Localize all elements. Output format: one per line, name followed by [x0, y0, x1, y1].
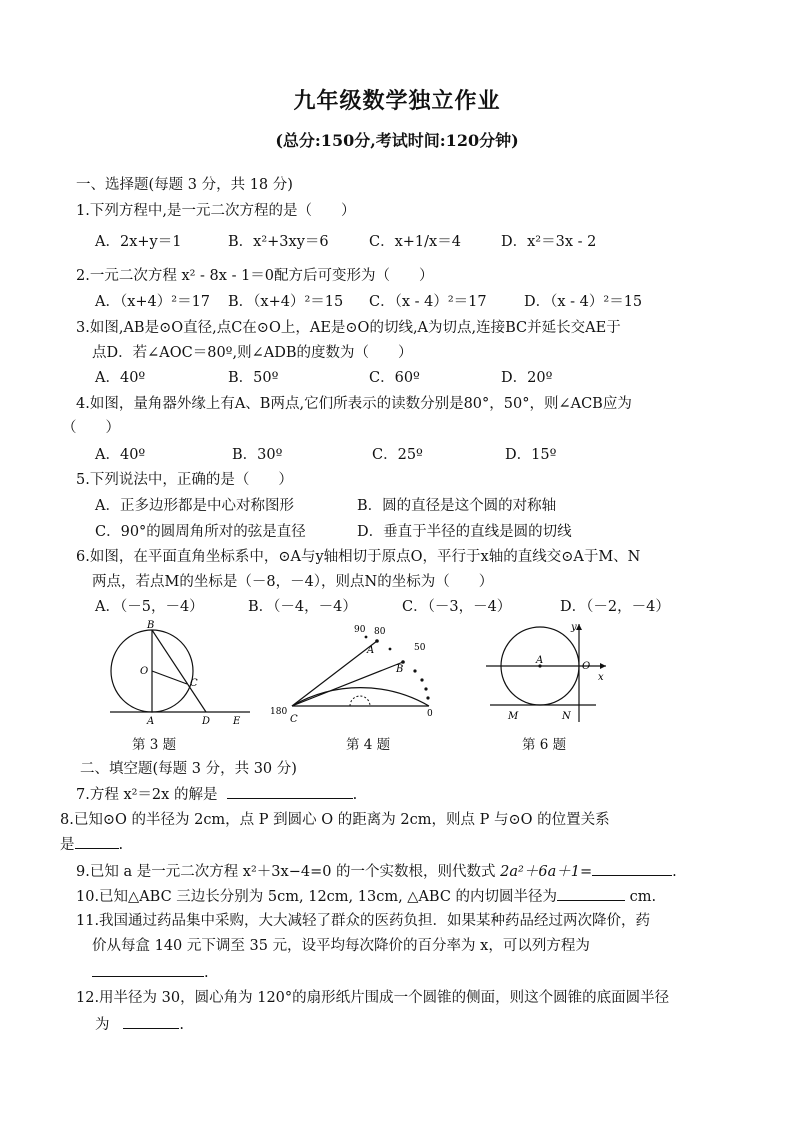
q8-period: . — [118, 837, 124, 853]
fig3-label-b: B — [147, 620, 155, 631]
q3-option-c: C．60º — [369, 370, 420, 386]
q7-period: . — [352, 787, 358, 803]
q12-answer-blank[interactable] — [123, 1014, 179, 1029]
page-subtitle: (总分:150分,考试时间:120分钟) — [275, 131, 519, 150]
page-title: 九年级数学独立作业 — [293, 88, 501, 114]
q3-option-d: D．20º — [501, 370, 553, 386]
q12-line1: 12.用半径为 30，圆心角为 120°的扇形纸片围成一个圆锥的侧面，则这个圆锥的底面圆半径 — [76, 990, 670, 1006]
q2-option-d: D．（x - 4）²＝15 — [524, 294, 643, 310]
q9-period: . — [672, 864, 677, 880]
fig3-label-c: C — [190, 678, 198, 689]
fig4-label-80: 80 — [374, 627, 386, 637]
section2-heading: 二、填空题(每题 3 分，共 30 分) — [80, 761, 297, 777]
q2-option-c: C．（x - 4）²＝17 — [369, 294, 487, 310]
q7-answer-blank[interactable] — [227, 784, 353, 799]
q9-expression: 2a²＋6a＋1= — [500, 864, 593, 880]
q6-stem-line2: 两点，若点M的坐标是（－8，－4），则点N的坐标为（ ） — [92, 574, 494, 590]
fig4-tick-dot — [424, 687, 427, 690]
fig4-tick-dot — [413, 669, 416, 672]
fig3-label-d: D — [202, 716, 211, 727]
q12-text-b: 为 — [95, 1017, 110, 1033]
q5-stem: 5.下列说法中，正确的是（ ） — [76, 472, 293, 488]
q10-line — [76, 886, 656, 907]
q12-period: . — [179, 1017, 184, 1033]
fig4-tick-dot — [426, 696, 429, 699]
q9-answer-blank[interactable] — [592, 861, 672, 876]
q3-option-b: B．50º — [228, 370, 279, 386]
figure-6-coordinate-diagram — [482, 618, 612, 728]
fig4-label-180: 180 — [270, 707, 288, 717]
fig6-label-o: O — [582, 661, 591, 672]
fig4-line-cb — [292, 662, 403, 706]
q6-option-b: B．（－4，－4） — [248, 599, 357, 615]
q4-option-d: D．15º — [505, 447, 557, 463]
q10-answer-blank[interactable] — [557, 886, 625, 901]
q11-line2: 价从每盒 140 元下调至 35 元，设平均每次降价的百分率为 x，可以列方程为 — [92, 938, 590, 954]
fig3-label-o: O — [140, 666, 149, 677]
fig3-label-a: A — [147, 716, 155, 727]
fig4-center-mark — [350, 696, 370, 706]
q2-stem: 2.一元二次方程 x² - 8x - 1＝0配方后可变形为（ ） — [76, 268, 434, 284]
q11-line3 — [92, 962, 209, 983]
q8-text-b: 是 — [60, 837, 75, 853]
q10-text-a: 10.已知△ABC 三边长分别为 5cm, 12cm, 13cm, △ABC 的内切圆半径为 — [76, 889, 558, 905]
q1-stem: 1.下列方程中,是一元二次方程的是（ ） — [76, 203, 356, 219]
fig6-label-n: N — [562, 711, 571, 722]
fig6-label-a: A — [536, 655, 544, 666]
q6-option-c: C．（－3，－4） — [402, 599, 512, 615]
q9-text-a: 9.已知 a 是一元二次方程 x²＋3x−4=0 的一个实数根，则代数式 — [76, 864, 496, 880]
q8-answer-blank[interactable] — [75, 834, 119, 849]
q3-stem-line1: 3.如图,AB是⊙O直径,点C在⊙O上，AE是⊙O的切线,A为切点,连接BC并延长交AE于 — [76, 320, 621, 336]
q1-option-c: C．x+1/x＝4 — [369, 234, 461, 250]
q4-option-a: A．40º — [95, 447, 146, 463]
figure-4-protractor — [266, 620, 446, 728]
q8-line2 — [60, 834, 123, 855]
q1-option-b: B．x²+3xy＝6 — [228, 234, 329, 250]
q2-option-a: A．（x+4）²＝17 — [95, 294, 211, 310]
q5-option-b: B．圆的直径是这个圆的对称轴 — [357, 498, 557, 514]
fig6-y-arrow — [576, 624, 582, 630]
figure-4-caption: 第 4 题 — [346, 737, 391, 753]
q11-period: . — [204, 965, 209, 981]
fig6-label-y: y — [571, 622, 577, 633]
q4-option-c: C．25º — [372, 447, 423, 463]
q4-stem-line1: 4.如图，量角器外缘上有A、B两点,它们所表示的读数分别是80°，50°，则∠ACB应为 — [76, 396, 632, 412]
q1-option-a: A．2x+y＝1 — [95, 234, 182, 250]
figure-3-diagram — [100, 618, 260, 728]
fig4-tick-dot — [365, 636, 368, 639]
fig3-label-e: E — [233, 716, 241, 727]
fig3-line-bd — [152, 630, 206, 712]
fig6-label-x: x — [598, 672, 604, 683]
fig6-label-m: M — [508, 711, 519, 722]
q6-option-a: A．（－5，－4） — [95, 599, 204, 615]
fig4-label-0: 0 — [427, 709, 433, 719]
fig4-label-c: C — [290, 714, 298, 725]
q2-option-b: B．（x+4）²＝15 — [228, 294, 344, 310]
q6-option-d: D．（－2，－4） — [560, 599, 670, 615]
q3-stem-line2: 点D．若∠AOC＝80º,则∠ADB的度数为（ ） — [92, 345, 413, 361]
fig4-point-a — [375, 639, 379, 643]
q5-option-a: A．正多边形都是中心对称图形 — [95, 498, 294, 514]
q7-line — [76, 784, 357, 805]
q11-answer-blank[interactable] — [92, 962, 204, 977]
q3-option-a: A．40º — [95, 370, 146, 386]
q8-line1: 8.已知⊙O 的半径为 2cm，点 P 到圆心 O 的距离为 2cm，则点 P 与⊙O 的位置关系 — [60, 812, 610, 828]
figure-6-caption: 第 6 题 — [522, 737, 567, 753]
fig4-label-a: A — [367, 645, 375, 656]
fig3-radius-oc — [152, 671, 187, 684]
fig6-x-arrow — [600, 663, 606, 669]
fig4-tick-dot — [389, 648, 392, 651]
section1-heading: 一、选择题(每题 3 分，共 18 分) — [76, 177, 293, 193]
q5-option-d: D．垂直于半径的直线是圆的切线 — [357, 524, 572, 540]
q5-option-c: C．90°的圆周角所对的弦是直径 — [95, 524, 306, 540]
fig4-label-90: 90 — [354, 625, 366, 635]
q4-stem-line2: （ ） — [62, 420, 120, 436]
q7-text: 7.方程 x²＝2x 的解是 — [76, 787, 218, 803]
fig4-tick-dot — [420, 678, 423, 681]
q1-option-d: D．x²＝3x - 2 — [501, 234, 597, 250]
figure-3-caption: 第 3 题 — [132, 737, 177, 753]
fig4-label-50: 50 — [414, 643, 426, 653]
q12-line2 — [95, 1014, 184, 1035]
q11-line1: 11.我国通过药品集中采购，大大减轻了群众的医药负担．如果某种药品经过两次降价，药 — [76, 913, 651, 929]
fig4-line-ca — [292, 641, 377, 706]
q4-option-b: B．30º — [232, 447, 283, 463]
q10-unit: cm. — [629, 889, 657, 905]
q9-line — [76, 861, 677, 882]
fig4-label-b: B — [396, 664, 404, 675]
q6-stem-line1: 6.如图，在平面直角坐标系中，⊙A与y轴相切于原点O，平行于x轴的直线交⊙A于M、N — [76, 549, 641, 565]
